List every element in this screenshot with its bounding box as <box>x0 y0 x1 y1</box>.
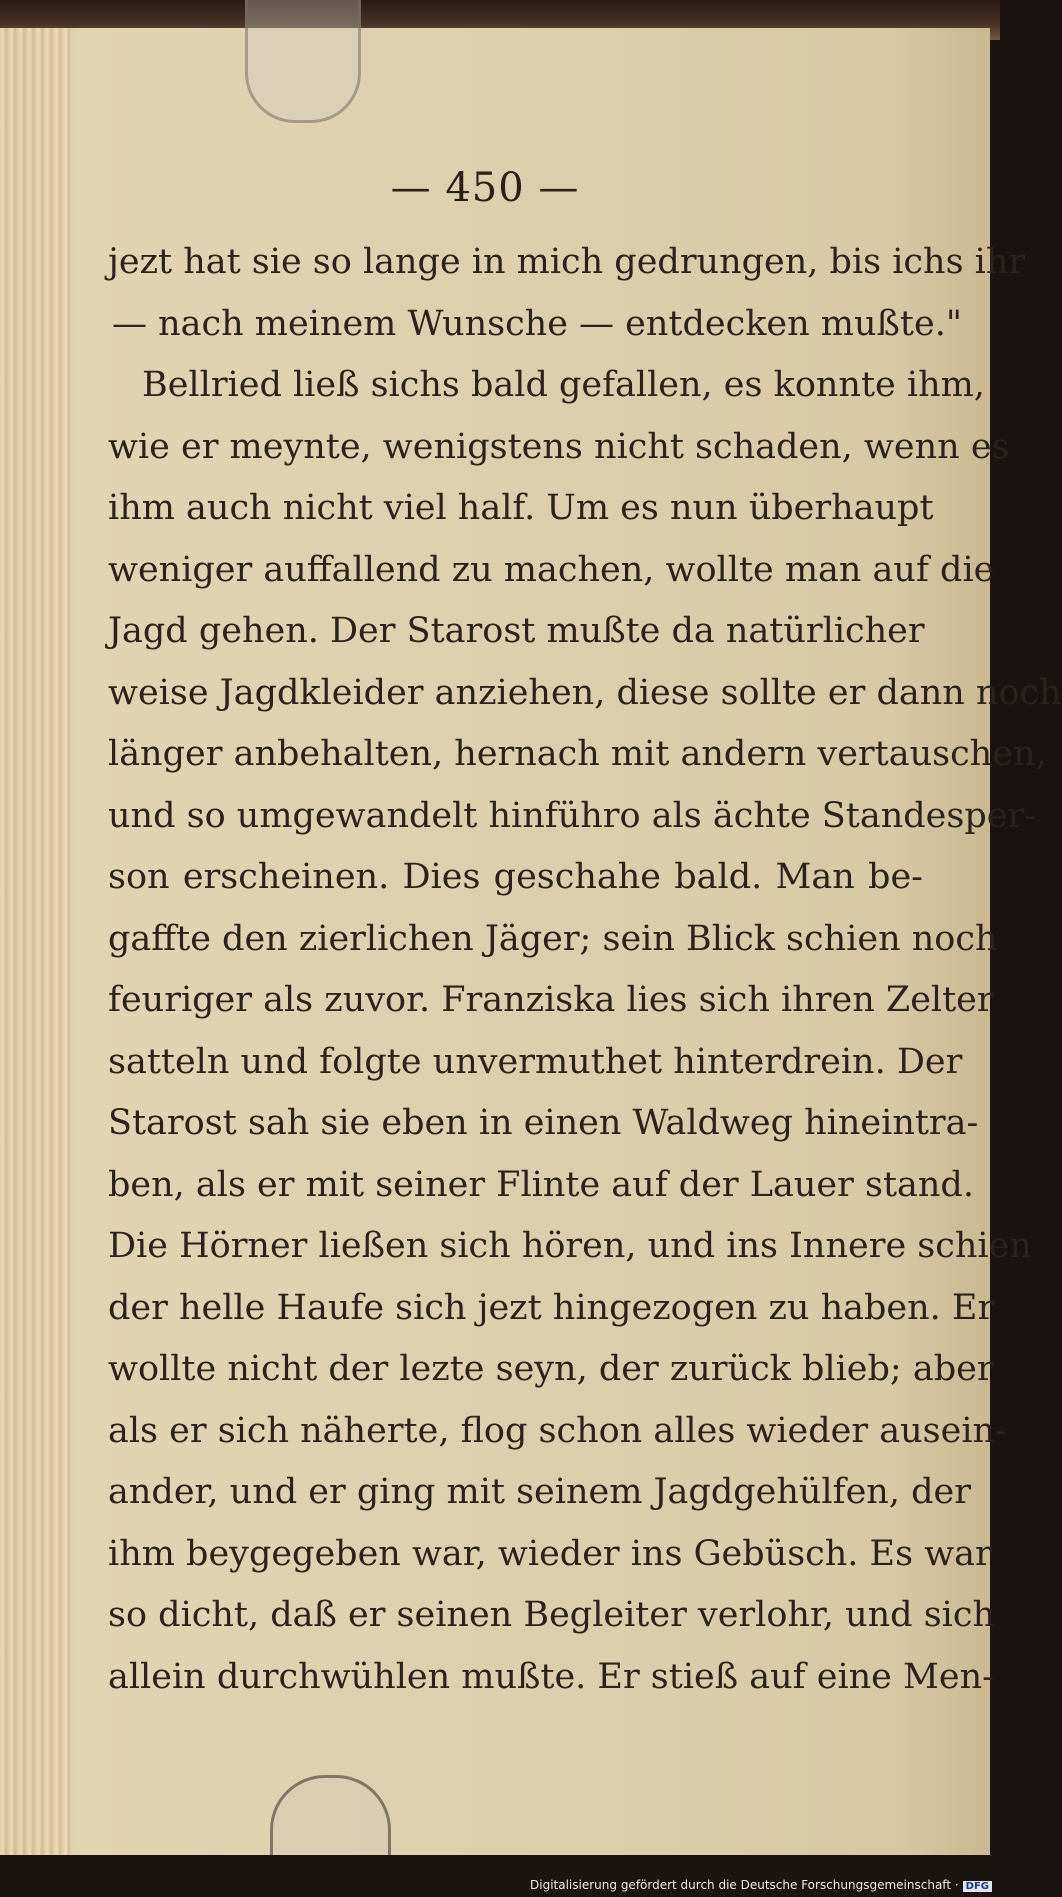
text-line: gaffte den zierlichen Jäger; sein Blick schien noch <box>108 918 998 959</box>
text-line: wollte nicht der lezte seyn, der zurück blieb; aber <box>108 1349 994 1389</box>
text-line: allein durchwühlen mußte. Er stieß auf eine Men- <box>108 1656 994 1697</box>
text-line: Bellried ließ sichs bald gefallen, es konnte ihm, <box>142 365 985 405</box>
text-line: satteln und folgte unvermuthet hinterdrein. Der <box>108 1041 963 1082</box>
text-line: son erscheinen. Dies geschahe bald. Man be- <box>108 857 923 897</box>
text-line: — nach meinem Wunsche — entdecken mußte." <box>112 303 962 344</box>
text-line: Die Hörner ließen sich hören, und ins Innere schien <box>108 1226 1032 1266</box>
text-line: weise Jagdkleider anziehen, diese sollte er dann noch <box>108 672 1062 713</box>
text-line: Jagd gehen. Der Starost mußte da natürlicher <box>108 611 925 651</box>
text-line: Starost sah sie eben in einen Waldweg hineintra- <box>108 1103 979 1143</box>
text-line: ander, und er ging mit seinem Jagdgehülfen, der <box>108 1472 971 1512</box>
page-clip-top <box>245 0 361 123</box>
text-line: länger anbehalten, hernach mit andern vertauschen, <box>108 734 1047 774</box>
text-line: ihm auch nicht viel half. Um es nun überhaupt <box>108 488 934 528</box>
text-line: wie er meynte, wenigstens nicht schaden, wenn es <box>108 426 1010 467</box>
text-line: als er sich näherte, flog schon alles wieder ausein- <box>108 1410 1007 1451</box>
digitization-credit <box>530 1878 992 1892</box>
text-line: ben, als er mit seiner Flinte auf der Lauer stand. <box>108 1164 974 1205</box>
text-line: so dicht, daß er seinen Begleiter verlohr, und sich <box>108 1595 995 1635</box>
text-line: und so umgewandelt hinführo als ächte Standesper- <box>108 795 1036 836</box>
dfg-logo: DFG <box>963 1881 992 1892</box>
credit-text: Digitalisierung gefördert durch die Deutsche Forschungsgemeinschaft · <box>530 1878 959 1892</box>
text-line: jezt hat sie so lange in mich gedrungen, bis ichs ihr <box>108 242 1026 282</box>
text-body <box>108 232 1062 1708</box>
text-line: feuriger als zuvor. Franziska lies sich ihren Zelter <box>108 980 994 1020</box>
text-line: ihm beygegeben war, wieder ins Gebüsch. Es war <box>108 1533 992 1574</box>
page-number: — 450 — <box>390 165 580 211</box>
text-line: weniger auffallend zu machen, wollte man auf die <box>108 549 995 590</box>
text-line: der helle Haufe sich jezt hingezogen zu haben. Er <box>108 1287 995 1328</box>
page-edges <box>0 28 70 1860</box>
